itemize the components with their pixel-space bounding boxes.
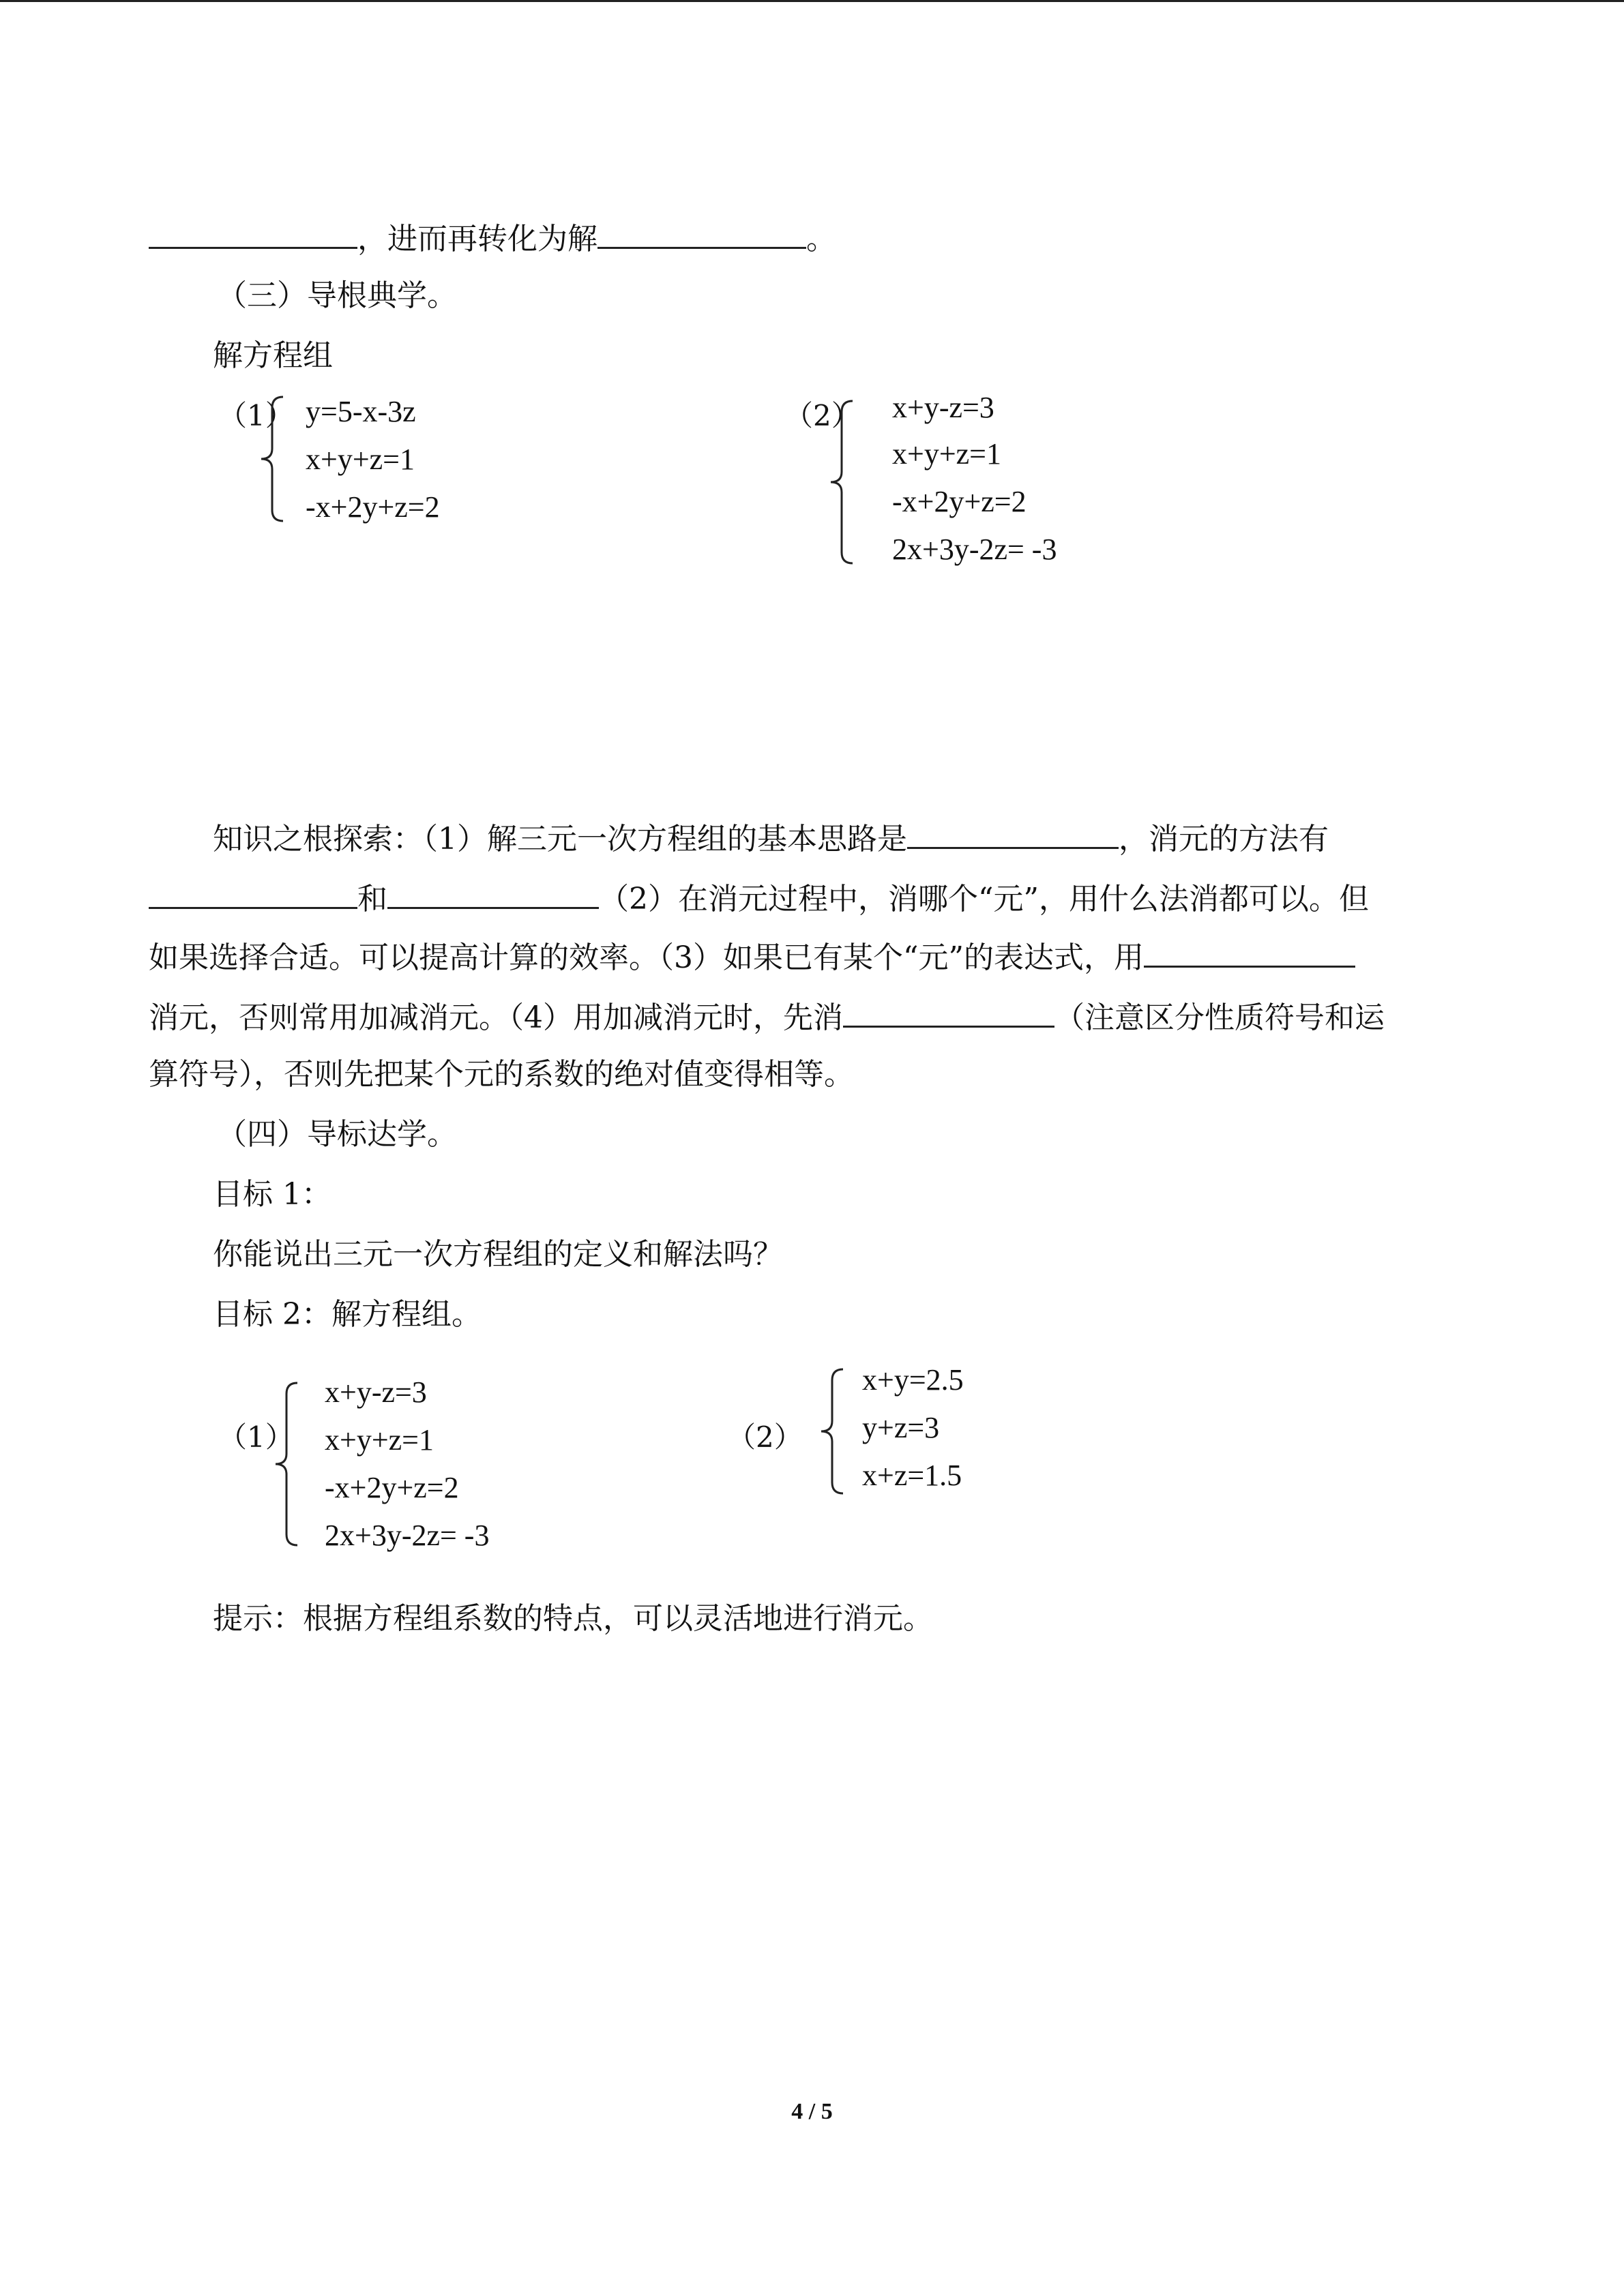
goal2-system-1-brace: [270, 1380, 304, 1548]
equation: x+z=1.5: [862, 1459, 962, 1492]
knowledge-line-5: 算符号），否则先把某个元的系数的绝对值变得相等。: [149, 1057, 854, 1092]
goal2-system-1-number: （1）: [218, 1420, 294, 1454]
answer-blank[interactable]: [149, 215, 357, 249]
page-number: 4 / 5: [791, 2099, 833, 2124]
page-top-border: [0, 0, 1624, 2]
hint-text: 提示：根据方程组系数的特点，可以灵活地进行消元。: [213, 1601, 933, 1636]
answer-blank[interactable]: [1144, 934, 1355, 968]
answer-blank[interactable]: [387, 876, 599, 909]
answer-blank[interactable]: [907, 816, 1119, 849]
section-3-heading: （三）导根典学。: [217, 278, 457, 313]
knowledge-line-4: 消元，否则常用加减消元。（4）用加减消元时，先消 （注意区分性质符号和运: [149, 994, 1385, 1039]
continuation-line: ，进而再转化为解 。: [149, 215, 836, 260]
goal-1-question: 你能说出三元一次方程组的定义和解法吗？: [213, 1237, 783, 1272]
solve-systems-label: 解方程组: [213, 338, 333, 373]
equation: x+y=2.5: [862, 1363, 964, 1397]
system-1-number: （1）: [218, 399, 294, 432]
knowledge-line-3: 如果选择合适。可以提高计算的效率。（3）如果已有某个“元”的表达式，用: [149, 934, 1355, 979]
equation: x+y+z=1: [306, 443, 415, 476]
answer-blank[interactable]: [843, 994, 1054, 1028]
answer-blank[interactable]: [597, 215, 806, 249]
answer-blank[interactable]: [149, 876, 357, 909]
equation: x+y+z=1: [325, 1423, 434, 1457]
equation: y+z=3: [862, 1411, 940, 1444]
equation: -x+2y+z=2: [892, 485, 1027, 518]
equation: y=5-x-3z: [306, 395, 416, 428]
equation: -x+2y+z=2: [325, 1471, 459, 1504]
system-2-number: （2）: [784, 399, 860, 432]
equation: x+y-z=3: [325, 1375, 427, 1409]
equation: 2x+3y-2z= -3: [892, 533, 1057, 566]
equation: x+y-z=3: [892, 391, 994, 424]
goal-2-label: 目标 2：解方程组。: [213, 1297, 482, 1332]
knowledge-line-2: 和 （2）在消元过程中，消哪个“元”，用什么法消都可以。但: [149, 876, 1369, 920]
goal2-system-2-number: （2）: [727, 1420, 803, 1454]
goal2-system-2-brace: [816, 1367, 850, 1496]
equation: x+y+z=1: [892, 437, 1001, 471]
section-4-heading: （四）导标达学。: [217, 1117, 457, 1152]
knowledge-line-1: 知识之根探索：（1）解三元一次方程组的基本思路是 ，消元的方法有: [213, 816, 1329, 860]
system-2-brace: [825, 398, 859, 566]
equation: 2x+3y-2z= -3: [325, 1519, 490, 1552]
goal-1-label: 目标 1：: [213, 1177, 331, 1212]
continuation-text: ，进而再转化为解: [357, 222, 597, 256]
equation: -x+2y+z=2: [306, 490, 440, 524]
system-1-brace: [256, 394, 290, 524]
